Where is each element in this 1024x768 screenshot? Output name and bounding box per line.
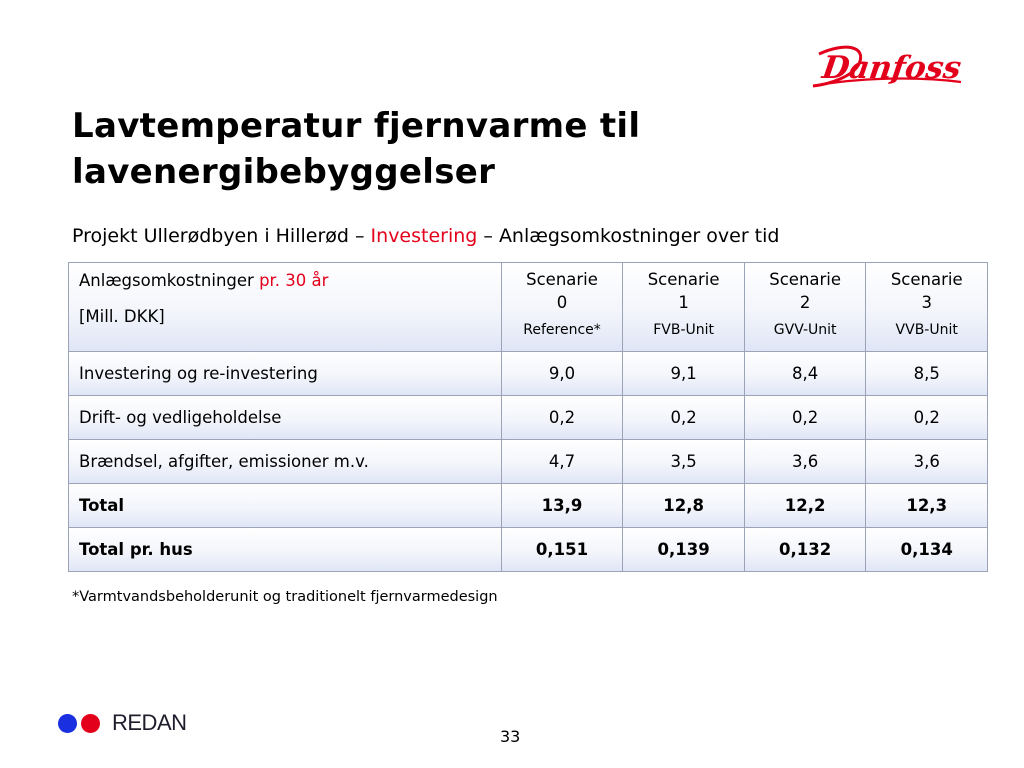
header-scenario-3 — [866, 263, 988, 352]
scenario-title: Scenarie — [890, 270, 963, 289]
header-unit: [Mill. DKK] — [79, 307, 165, 326]
redan-logo-text: REDAN — [112, 710, 187, 735]
table-row-total-per-house — [69, 528, 988, 572]
header-scenario-0 — [501, 263, 623, 352]
scenario-type: VVB-Unit — [895, 322, 958, 338]
scenario-number: 0 — [556, 293, 568, 312]
table-cell: 13,9 — [501, 484, 623, 528]
table-cell: 8,5 — [866, 352, 988, 396]
scenario-title: Scenarie — [769, 270, 842, 289]
table-cell: 3,6 — [744, 440, 866, 484]
slide-subtitle — [72, 225, 779, 247]
header-label-period: pr. 30 år — [259, 271, 329, 290]
table-cell: 3,5 — [623, 440, 745, 484]
table-cell: 12,2 — [744, 484, 866, 528]
slide-title — [72, 103, 640, 195]
table-cell: 0,2 — [501, 396, 623, 440]
redan-logo — [58, 710, 187, 736]
header-label: Anlægsomkostninger — [79, 271, 260, 290]
table-row — [69, 396, 988, 440]
table-cell: 9,1 — [623, 352, 745, 396]
blue-dot-icon — [58, 714, 77, 733]
row-label: Total — [69, 484, 502, 528]
cost-table — [68, 262, 988, 572]
scenario-type: Reference* — [523, 322, 601, 338]
row-label: Total pr. hus — [69, 528, 502, 572]
table-cell: 12,8 — [623, 484, 745, 528]
table-cell: 9,0 — [501, 352, 623, 396]
table-cell: 3,6 — [866, 440, 988, 484]
table-cell: 0,2 — [623, 396, 745, 440]
subtitle-highlight: Investering — [370, 225, 478, 247]
row-label: Brændsel, afgifter, emissioner m.v. — [69, 440, 502, 484]
subtitle-suffix: – Anlægsomkostninger over tid — [477, 225, 780, 247]
table-cell: 4,7 — [501, 440, 623, 484]
table-cell: 0,134 — [866, 528, 988, 572]
table-cell: 0,139 — [623, 528, 745, 572]
row-label: Investering og re-investering — [69, 352, 502, 396]
danfoss-logo — [805, 36, 965, 98]
table-cell: 8,4 — [744, 352, 866, 396]
title-line-1: Lavtemperatur fjernvarme til — [72, 106, 641, 146]
header-scenario-1 — [623, 263, 745, 352]
footnote: *Varmtvandsbeholderunit og traditionelt fjernvarmedesign — [72, 589, 498, 605]
table-cell: 0,2 — [744, 396, 866, 440]
row-label: Drift- og vedligeholdelse — [69, 396, 502, 440]
header-scenario-2 — [744, 263, 866, 352]
scenario-title: Scenarie — [647, 270, 720, 289]
scenario-number: 2 — [799, 293, 811, 312]
table-cell: 0,151 — [501, 528, 623, 572]
title-line-2: lavenergibebyggelser — [72, 152, 496, 192]
table-cell: 0,2 — [866, 396, 988, 440]
table-header-row — [69, 263, 988, 352]
svg-text:Danfoss: Danfoss — [819, 50, 964, 86]
table-cell: 12,3 — [866, 484, 988, 528]
subtitle-prefix: Projekt Ullerødbyen i Hillerød – — [72, 225, 371, 247]
scenario-type: GVV-Unit — [773, 322, 837, 338]
red-dot-icon — [81, 714, 100, 733]
page-number: 33 — [500, 727, 521, 746]
table-row-total — [69, 484, 988, 528]
scenario-type: FVB-Unit — [653, 322, 714, 338]
header-label-cell — [69, 263, 502, 352]
table-row — [69, 352, 988, 396]
scenario-number: 3 — [921, 293, 932, 312]
scenario-number: 1 — [678, 293, 689, 312]
table-cell: 0,132 — [744, 528, 866, 572]
scenario-title: Scenarie — [526, 270, 598, 289]
table-row — [69, 440, 988, 484]
